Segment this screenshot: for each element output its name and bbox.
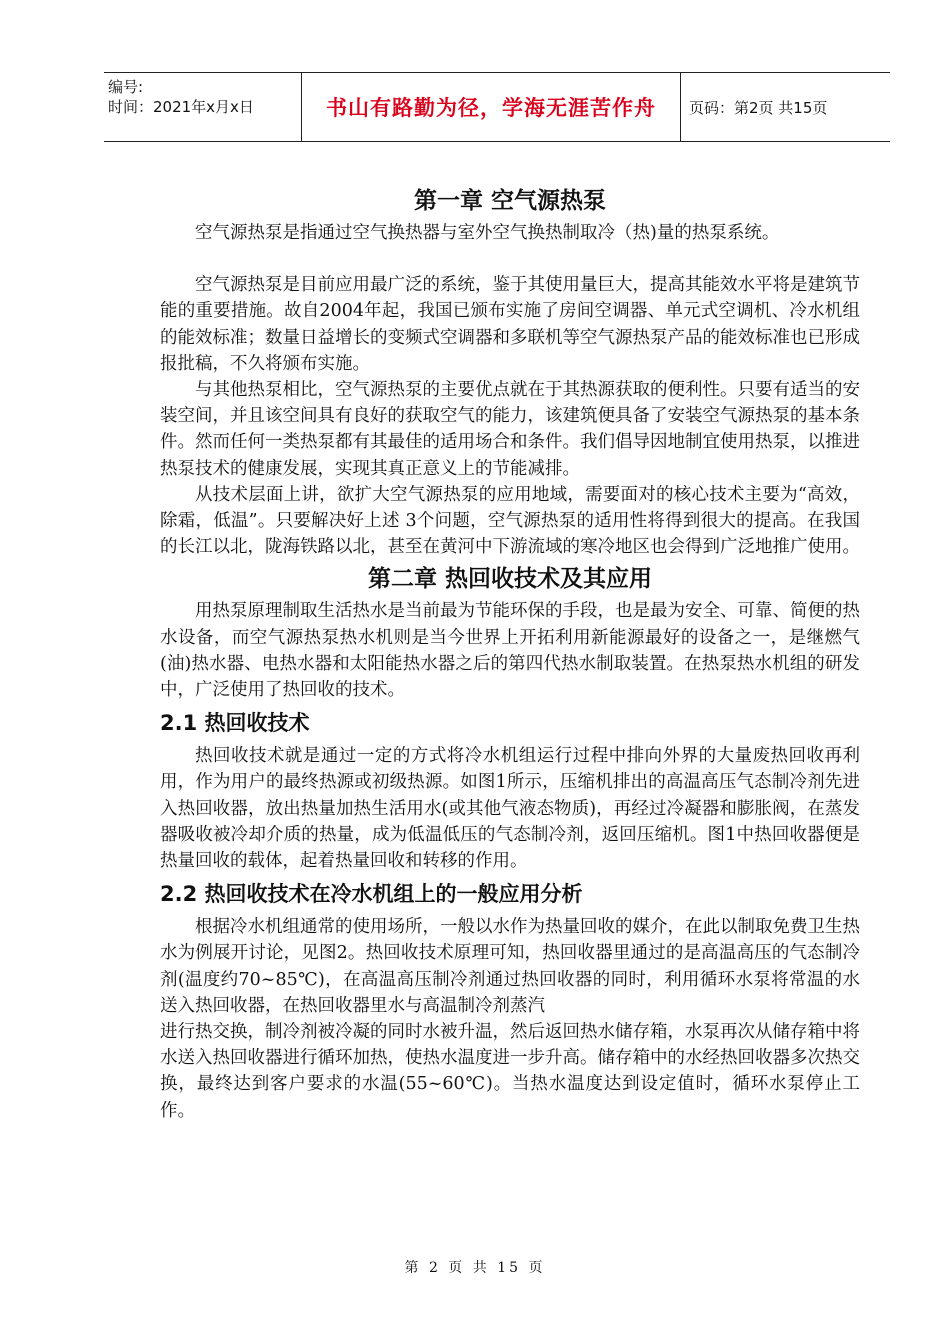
header-slogan: 书山有路勤为径，学海无涯苦作舟 bbox=[302, 73, 681, 141]
chapter2-paragraph-1: 用热泵原理制取生活热水是当前最为节能环保的手段，也是最为安全、可靠、简便的热水设备，而空气源热泵热水机则是当今世界上开拓利用新能源最好的设备之一，是继燃气(油)热水器、电热水器和太阳能热水器之后的第四代热水制取装置。在热泵热水机组的研发中，广泛使用了热回收的技术。 bbox=[160, 601, 860, 701]
number-label: 编号: bbox=[108, 78, 144, 96]
section-2-2-paragraph-1: 根据冷水机组通常的使用场所，一般以水作为热量回收的媒介，在此以制取免费卫生热水为例展开讨论，见图2。热回收技术原理可知，热回收器里通过的是高温高压的气态制冷剂(温度约70~85℃)，在高温高压制冷剂通过热回收器的同时，利用循环水泵将常温的水送入热回收器，在热回收器里水与高温制冷剂蒸汽 bbox=[160, 917, 860, 1016]
section-2-2-title: 2.2 热回收技术在冷水机组上的一般应用分析 bbox=[160, 882, 583, 907]
chapter1-title: 第一章 空气源热泵 bbox=[413, 188, 606, 214]
section-2-1-title: 2.1 热回收技术 bbox=[160, 711, 310, 736]
chapter1-paragraph-1: 空气源热泵是指通过空气换热器与室外空气换热制取冷（热)量的热泵系统。 bbox=[195, 223, 780, 243]
page-header bbox=[104, 72, 890, 142]
header-meta bbox=[104, 73, 302, 141]
header-page-info: 页码：第2页 共15页 bbox=[689, 98, 828, 117]
chapter1-paragraph-2: 空气源热泵是目前应用最广泛的系统，鉴于其使用量巨大，提高其能效水平将是建筑节能的重要措施。故自2004年起，我国已颁布实施了房间空调器、单元式空调机、冷水机组的能效标准；数量日益增长的变频式空调器和多联机等空气源热泵产品的能效标准也已形成报批稿，不久将颁布实施。 bbox=[160, 275, 860, 374]
paragraph-spacer bbox=[160, 246, 860, 272]
chapter2-title: 第二章 热回收技术及其应用 bbox=[367, 566, 652, 593]
chapter1-paragraph-4: 从技术层面上讲，欲扩大空气源热泵的应用地域，需要面对的核心技术主要为“高效，除霜，低温”。只要解决好上述 3个问题，空气源热泵的适用性将得到很大的提高。在我国的长江以北，陇海铁路以北，甚至在黄河中下游流域的寒冷地区也会得到广泛地推广使用。 bbox=[160, 484, 860, 558]
section-2-1-paragraph: 热回收技术就是通过一定的方式将冷水机组运行过程中排向外界的大量废热回收再利用，作为用户的最终热源或初级热源。如图1所示，压缩机排出的高温高压气态制冷剂先进入热回收器，放出热量加热生活用水(或其他气液态物质)，再经过冷凝器和膨胀阀，在蒸发器吸收被冷却介质的热量，成为低温低压的气态制冷剂，返回压缩机。图1中热回收器便是热量回收的载体，起着热量回收和转移的作用。 bbox=[160, 746, 860, 872]
page-footer: 第 2 页 共 15 页 bbox=[404, 1260, 546, 1276]
chapter1-paragraph-3: 与其他热泵相比，空气源热泵的主要优点就在于其热源获取的便利性。只要有适当的安装空间，并且该空间具有良好的获取空气的能力，该建筑便具备了安装空气源热泵的基本条件。然而任何一类热泵都有其最佳的适用场合和条件。我们倡导因地制宜使用热泵，以推进热泵技术的健康发展，实现其真正意义上的节能减排。 bbox=[160, 380, 860, 479]
section-2-2-paragraph-2: 进行热交换，制冷剂被冷凝的同时水被升温，然后返回热水储存箱，水泵再次从储存箱中将水送入热回收器进行循环加热，使热水温度进一步升高。储存箱中的水经热回收器多次热交换，最终达到客户要求的水温(55~60℃)。当热水温度达到设定值时，循环水泵停止工作。 bbox=[160, 1022, 860, 1121]
date-label: 时间：2021年x月x日 bbox=[108, 98, 254, 116]
document-body bbox=[160, 182, 860, 1124]
